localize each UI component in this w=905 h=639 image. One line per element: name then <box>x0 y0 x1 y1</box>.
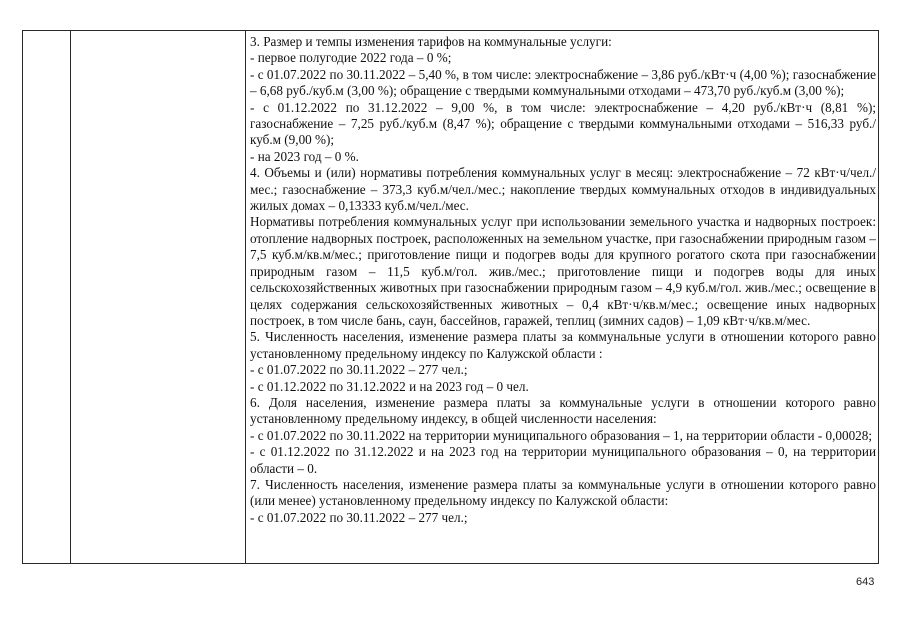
paragraph-tariff-heading: 3. Размер и темпы изменения тарифов на коммунальные услуги: <box>250 34 612 49</box>
page-number: 643 <box>856 576 875 588</box>
column-divider-2 <box>245 31 246 563</box>
paragraph-tariff-jul-nov: - с 01.07.2022 по 30.11.2022 – 5,40 %, в том числе: электроснабжение – 3,86 руб./кВт·ч (4,00 %); газоснабжение – 6,68 руб./куб.м (3,00 %); обращение с твердыми коммунальными отходами – 473,70 руб./куб.м (3,00 %); <box>250 66 876 99</box>
paragraph-population-heading: 5. Численность населения, изменение размера платы за коммунальные услуги в отношении которого равно установленному предельному индексу по Калужской области : <box>250 329 876 361</box>
paragraph-share-heading: 6. Доля населения, изменение размера платы за коммунальные услуги в отношении которого равно установленному предельному индексу, в общей численности населения: <box>250 394 876 427</box>
paragraph-share-dec-2023: - с 01.12.2022 по 31.12.2022 и на 2023 год на территории муниципального образования – 0, на территории области – 0. <box>250 444 876 476</box>
paragraph-tariff-dec: - с 01.12.2022 по 31.12.2022 – 9,00 %, в том числе: электроснабжение – 4,20 руб./кВт·ч (8,81 %); газоснабжение – 7,25 руб./куб.м (8,47 %); обращение с твердыми коммунальными отходами – 516,33 руб./куб.м (9,00 %); <box>250 99 876 148</box>
paragraph-population-le-jul-nov: - с 01.07.2022 по 30.11.2022 – 277 чел.; <box>250 509 468 525</box>
paragraph-first-half-2022: - первое полугодие 2022 года – 0 %; <box>250 50 452 66</box>
paragraph-consumption-norms: Нормативы потребления коммунальных услуг при использовании земельного участка и надворных построек: отопление надворных построек, расположенных на земельном участке, при газоснабжении природным газом – 7,5 куб.м/кв.м/мес.; приготовление пищи и подогрев воды для крупного рогатого скота при газоснабжении природным газом – 11,5 куб.м/гол. жив./мес.; приготовление пищи и подогрев воды для иных сельскохозяйственных животных при газоснабжении природным газом – 4,9 куб.м/гол. жив./мес.; освещение в целях содержания сельскохозяйственных животных – 0,4 кВт·ч/кв.м/мес.; освещение иных надворных построек, в том числе бань, саун, бассейнов, гаражей, теплиц (зимних садов) – 1,09 кВт·ч/кв.м/мес. <box>250 214 876 328</box>
paragraph-population-dec-2023: - с 01.12.2022 по 31.12.2022 и на 2023 год – 0 чел. <box>250 378 529 394</box>
paragraph-population-le-heading: 7. Численность населения, изменение размера платы за коммунальные услуги в отношении которого равно (или менее) установленному предельному индексу по Калужской области: <box>250 476 876 509</box>
paragraph-consumption-volumes: 4. Объемы и (или) нормативы потребления коммунальных услуг в месяц: электроснабжение – 72 кВт·ч/чел./мес.; газоснабжение – 373,3 куб.м/чел./мес.; накопление твердых коммунальных отходов в индивидуальных жилых домах – 0,13333 куб.м/чел./мес. <box>250 165 876 214</box>
table-text-cell <box>250 34 876 526</box>
content-table <box>22 30 879 564</box>
paragraph-share-jul-nov: - с 01.07.2022 по 30.11.2022 на территории муниципального образования – 1, на территории области - 0,00028; <box>250 427 873 443</box>
paragraph-tariff-2023: - на 2023 год – 0 %. <box>250 148 359 164</box>
paragraph-population-jul-nov: - с 01.07.2022 по 30.11.2022 – 277 чел.; <box>250 362 468 378</box>
column-divider-1 <box>70 31 71 563</box>
